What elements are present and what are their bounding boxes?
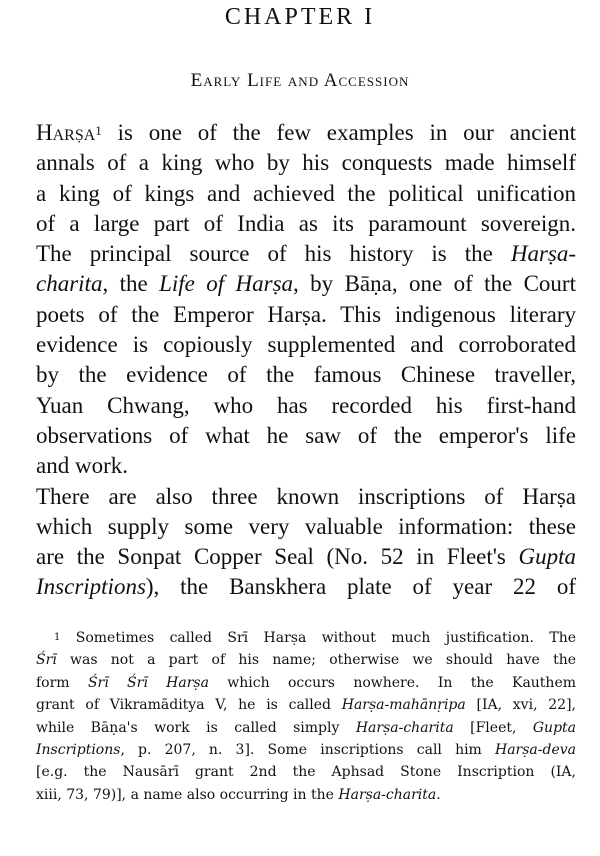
- paragraph-line: by the evidence of the famous Chinese traveller,: [36, 362, 576, 388]
- paragraph-line: charita, the Life of Harṣa, by Bāṇa, one of the Court: [36, 271, 576, 297]
- paragraph-line: a king of kings and achieved the political unification: [36, 180, 576, 206]
- paragraph-line: are the Sonpat Copper Seal (No. 52 in Fleet's Gupta: [36, 544, 576, 570]
- footnote-ref[interactable]: 1: [95, 123, 102, 138]
- footnote-line: Inscriptions, p. 207, n. 3]. Some inscriptions call him Harṣa-deva: [36, 742, 576, 759]
- footnote-line: form Śrī Śrī Harṣa which occurs nowhere. In the Kauthem: [36, 674, 577, 691]
- footnote-line: while Bāṇa's work is called simply Harṣa-charita [Fleet, Gupta: [36, 719, 577, 736]
- paragraph-line: which supply some very valuable information: these: [36, 513, 576, 539]
- paragraph-line: of a large part of India as its paramount sovereign.: [36, 210, 576, 236]
- footnote-line: xiii, 73, 79)], a name also occurring in the Harṣa-charita.: [36, 786, 441, 803]
- paragraph-line: Harṣa$^1$ is one of the few examples in our ancient: [36, 120, 576, 145]
- footnote-line: [e.g. the Nausārī grant 2nd the Aphsad Stone Inscription (IA,: [36, 764, 576, 781]
- paragraph-line: evidence is copiously supplemented and corroborated: [36, 332, 576, 358]
- chapter-title: Early Life and Accession: [190, 70, 410, 91]
- harsa-name: Harṣa: [36, 120, 96, 145]
- footnote: [36, 627, 576, 806]
- footnote-line: $^1$ Sometimes called Srī Harṣa without much justification. The: [54, 630, 576, 646]
- chapter-number: CHAPTER I: [224, 4, 376, 30]
- paragraph-line: poets of the Emperor Harṣa. This indigenous literary: [36, 301, 576, 327]
- paragraph-line: There are also three known inscriptions of Harṣa: [36, 483, 576, 509]
- body-text: [36, 118, 576, 603]
- paragraph-line: observations of what he saw of the emperor's life: [36, 422, 576, 448]
- paragraph-line: Yuan Chwang, who has recorded his first-hand: [36, 392, 576, 418]
- footnote-line: Śrī was not a part of his name; otherwise we should have the: [36, 652, 576, 669]
- paragraph-line: annals of a king who by his conquests made himself: [36, 150, 576, 176]
- paragraph-line: The principal source of his history is the Harṣa-: [36, 241, 576, 267]
- paragraph-line: and work.: [36, 453, 128, 479]
- footnote-line: grant of Vikramāditya V, he is called Harṣa-mahānṛipa [IA, xvi, 22],: [36, 697, 576, 714]
- paragraph-line: Inscriptions), the Banskhera plate of year 22 of: [36, 574, 576, 600]
